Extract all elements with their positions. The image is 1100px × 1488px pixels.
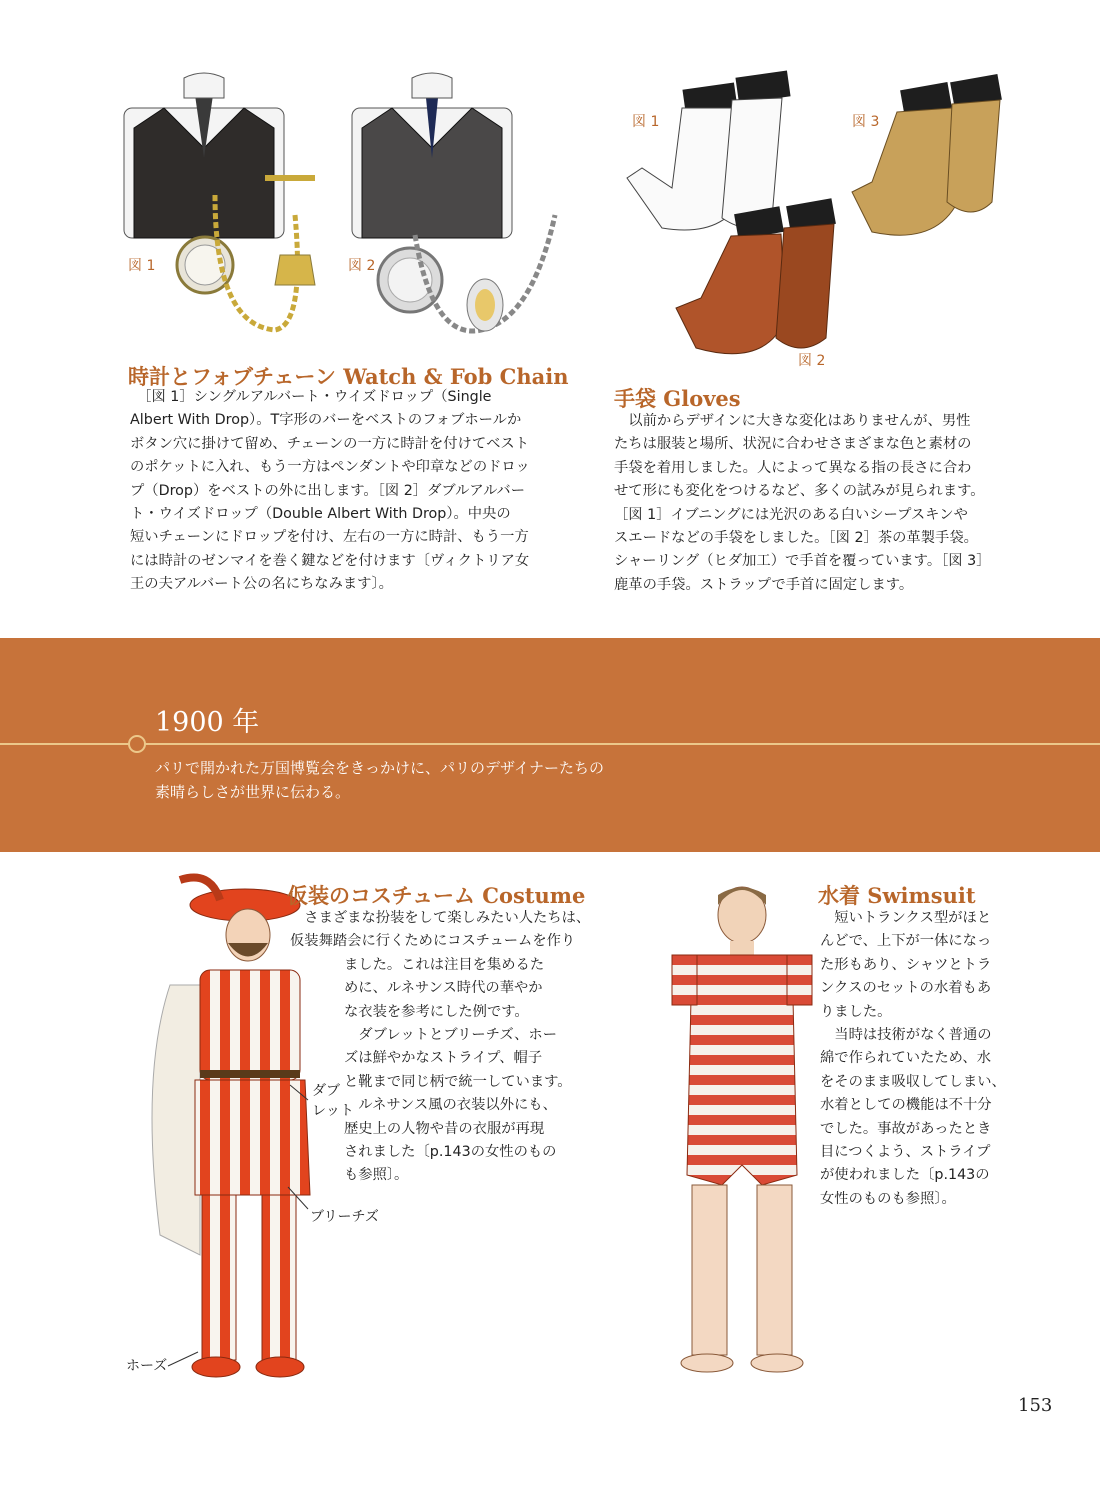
swimsuit-line: 綿で作られていたため、水 xyxy=(820,1050,991,1067)
costume-line: 仮装舞踏会に行くためにコスチュームを作り xyxy=(290,933,576,950)
costume-line: も参照〕。 xyxy=(344,1167,409,1184)
timeline-line: パリで開かれた万国博覧会をきっかけに、パリのデザイナーたちの xyxy=(155,759,604,777)
callout-breeches-leader xyxy=(288,1187,318,1217)
costume-line: さまざまな扮装をして楽しみたい人たちは、 xyxy=(290,910,591,926)
costume-line: めに、ルネサンス時代の華やか xyxy=(344,980,543,997)
swimsuit-line: 当時は技術がなく普通の xyxy=(820,1027,992,1044)
callout-hose: ホーズ xyxy=(126,1358,168,1374)
timeline-line xyxy=(0,743,1100,745)
gloves-section-title: 手袋 Gloves xyxy=(614,386,741,411)
gloves-line: ［図 1］イブニングには光沢のある白いシープスキンや xyxy=(614,506,968,523)
costume-line: と靴まで同じ柄で統一しています。 xyxy=(344,1073,572,1090)
watch-line: 王の夫アルバート公の名にちなみます〕。 xyxy=(130,576,393,593)
swimsuit-line: をそのまま吸収してしまい、 xyxy=(820,1073,1006,1090)
watch-line: 短いチェーンにドロップを付け、左右の一方に時計、もう一方 xyxy=(130,529,529,546)
costume-line: ルネサンス風の衣装以外にも、 xyxy=(344,1097,557,1114)
gloves-fig1-label: 図 1 xyxy=(632,114,660,130)
swimsuit-line: が使われました〔p.143の xyxy=(820,1167,990,1184)
gloves-line: 手袋を着用しました。人によって異なる指の長さに合わ xyxy=(614,459,972,476)
gloves-line: たちは服装と場所、状況に合わせさまざまな色と素材の xyxy=(614,436,972,453)
timeline-year: 1900 年 xyxy=(155,707,260,738)
watch-line: Albert With Drop）。T字形のバーをベストのフォブホールか xyxy=(130,412,522,429)
pocket-watch-chain-2 xyxy=(375,195,595,355)
page-number: 153 xyxy=(1018,1395,1053,1416)
swimsuit-line: た形もあり、シャツとトラ xyxy=(820,956,992,973)
gloves-line: せて形にも変化をつけるなど、多くの試みが見られます。 xyxy=(614,483,985,500)
timeline-line: 素晴らしさが世界に伝わる。 xyxy=(155,783,351,801)
watch-line: プ（Drop）をベストの外に出します。［図 2］ダブルアルバー xyxy=(130,482,526,499)
gloves-line: シャーリング（ヒダ加工）で手首を覆っています。［図 3］ xyxy=(614,553,991,570)
watch-line: ト・ウイズドロップ（Double Albert With Drop）。中央の xyxy=(130,506,511,523)
watch-fig1-label: 図 1 xyxy=(128,258,156,274)
gloves-body xyxy=(614,410,991,597)
pocket-watch-chain-1 xyxy=(175,175,335,375)
swimsuit-body xyxy=(820,907,1006,1211)
gloves-line: スエードなどの手袋をしました。［図 2］茶の革製手袋。 xyxy=(614,530,978,547)
swimsuit-line: ンクスのセットの水着もあ xyxy=(820,980,992,997)
gloves-fig3-label: 図 3 xyxy=(852,114,880,130)
callout-doublet-line1: ダブ xyxy=(312,1083,340,1099)
brown-leather-gloves-illustration xyxy=(676,198,846,368)
swimsuit-line: 短いトランクス型がほと xyxy=(820,910,992,926)
timeline-band xyxy=(0,638,1100,852)
swimsuit-line: でした。事故があったとき xyxy=(820,1120,992,1137)
callout-doublet-line2: レット xyxy=(312,1103,354,1119)
costume-line: 歴史上の人物や昔の衣服が再現 xyxy=(344,1120,545,1137)
timeline-description xyxy=(155,756,604,804)
callout-breeches: ブリーチズ xyxy=(310,1209,379,1225)
costume-line: ました。これは注目を集めるた xyxy=(344,956,545,973)
timeline-marker xyxy=(128,735,146,753)
costume-body xyxy=(290,907,590,1188)
swimsuit-line: んどで、上下が一体になっ xyxy=(820,933,992,950)
swimsuit-section-title: 水着 Swimsuit xyxy=(818,883,976,908)
swimsuit-line: 女性のものも参照〕。 xyxy=(820,1190,956,1207)
watch-line: には時計のゼンマイを巻く鍵などを付けます〔ヴィクトリア女 xyxy=(130,552,530,569)
watch-section-title: 時計とフォブチェーン Watch & Fob Chain xyxy=(128,364,569,389)
watch-line: ［図 1］シングルアルバート・ウイズドロップ（Single xyxy=(130,389,492,405)
gloves-fig2-label: 図 2 xyxy=(798,353,826,369)
swimsuit-line: 目につくよう、ストライプ xyxy=(820,1144,991,1161)
swimsuit-line: りました。 xyxy=(820,1003,892,1020)
costume-section-title: 仮装のコスチューム Costume xyxy=(287,883,586,908)
striped-swimsuit-illustration xyxy=(662,875,822,1395)
swimsuit-line: 水着としての機能は不十分 xyxy=(820,1097,992,1114)
callout-doublet-leader xyxy=(290,1085,330,1115)
callout-hose-leader xyxy=(168,1352,208,1372)
costume-line: されました〔p.143の女性のもの xyxy=(344,1144,557,1161)
costume-line: な衣装を参考にした例です。 xyxy=(344,1003,529,1020)
gloves-line: 以前からデザインに大きな変化はありませんが、男性 xyxy=(614,413,971,429)
costume-line: ズは鮮やかなストライプ、帽子 xyxy=(344,1050,543,1067)
watch-fig2-label: 図 2 xyxy=(348,258,376,274)
watch-line: ボタン穴に掛けて留め、チェーンの一方に時計を付けてベスト xyxy=(130,435,530,452)
gloves-line: 鹿革の手袋。ストラップで手首に固定します。 xyxy=(614,576,914,593)
costume-line: ダブレットとブリーチズ、ホー xyxy=(344,1027,558,1044)
watch-body xyxy=(130,386,530,597)
watch-line: のポケットに入れ、もう一方はペンダントや印章などのドロッ xyxy=(130,459,530,476)
buckskin-gloves-illustration xyxy=(852,72,1002,252)
